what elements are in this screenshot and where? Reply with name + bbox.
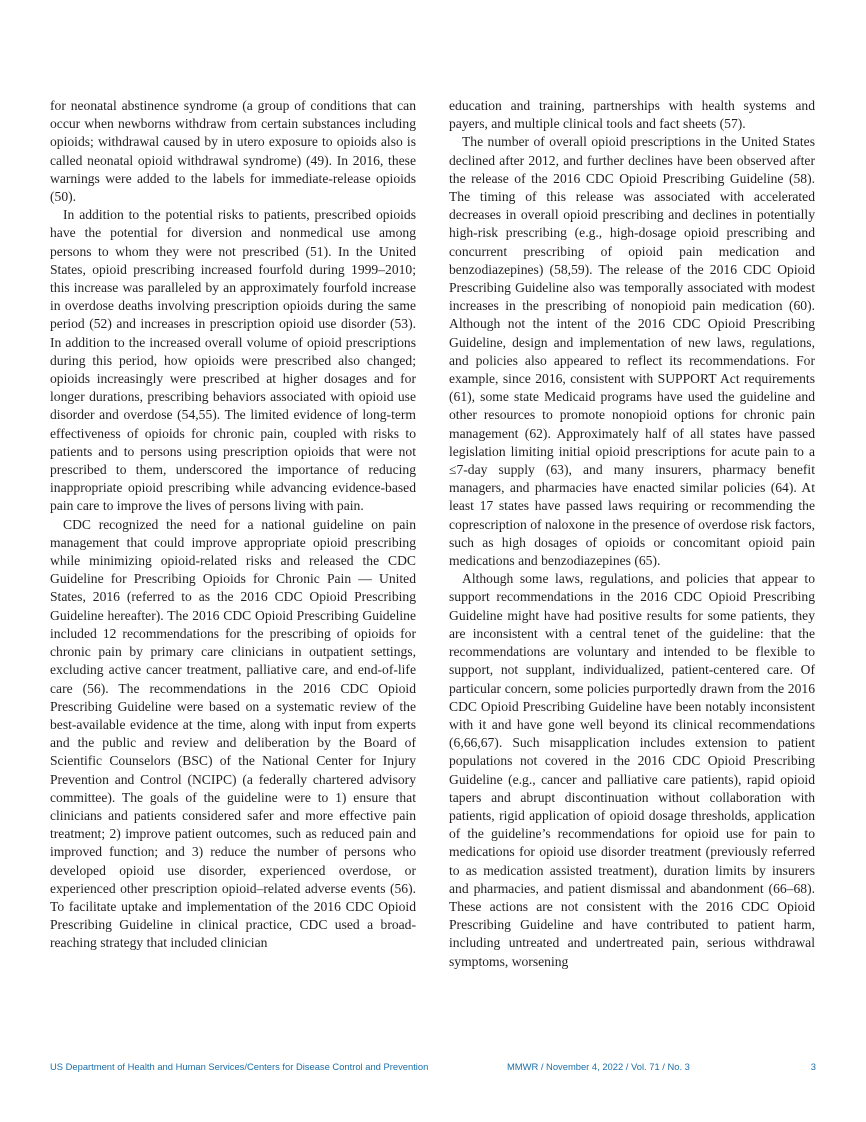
page-footer [50,1061,816,1075]
footer-citation: MMWR / November 4, 2022 / Vol. 71 / No. 3 [507,1061,690,1072]
body-paragraph: Although some laws, regulations, and policies that appear to support recommendations in the 2016 CDC Opioid Prescribing Guideline might have had positive results for some patients, they are inconsistent with a central tenet of the guideline: that the recommendations are voluntary and intended to be flexible to support, not supplant, individualized, patient-centered care. Of particular concern, some policies purportedly drawn from the 2016 CDC Opioid Prescribing Guideline have been notably inconsistent with it and have gone well beyond its clinical recommendations (6,66,67). Such misapplication includes extension to patient populations not covered in the 2016 CDC Opioid Prescribing Guideline (e.g., cancer and palliative care patients), rapid opioid tapers and abrupt discontinuation without collaboration with patients, rigid application of opioid dosage thresholds, application of the guideline’s recommendations for opioid use for pain to medications for opioid use disorder treatment (previously referred to as medication assisted treatment), duration limits by insurers and pharmacies, and patient dismissal and abandonment (66–68). These actions are not consistent with the 2016 CDC Opioid Prescribing Guideline and have contributed to patient harm, including untreated and undertreated pain, serious withdrawal symptoms, worsening [449,571,815,969]
body-paragraph: The number of overall opioid prescriptions in the United States declined after 2012, and further declines have been observed after the release of the 2016 CDC Opioid Prescribing Guideline (58). The timing of this release was associated with accelerated decreases in overall opioid prescribing and declines in potentially high-risk prescribing (e.g., high-dosage opioid prescribing and concurrent prescribing of opioid pain medication and benzodiazepines) (58,59). The release of the 2016 CDC Opioid Prescribing Guideline also was temporally associated with modest increases in the prescribing of nonopioid pain medication (60). Although not the intent of the 2016 CDC Opioid Prescribing Guideline, design and implementation of new laws, regulations, and policies also appeared to reflect its recommendations. For example, since 2016, consistent with SUPPORT Act requirements (61), some state Medicaid programs have used the guideline and other resources to promote nonopioid options for chronic pain management (62). Approximately half of all states have passed legislation limiting initial opioid prescriptions for acute pain to a ≤7-day supply (63), and many insurers, pharmacy benefit managers, and pharmacies have enacted similar policies (64). At least 17 states have passed laws requiring or recommending the coprescription of naloxone in the presence of overdose risk factors, such as high dosages of opioids or concomitant opioid pain medications and benzodiazepines (65). [449,134,815,569]
body-paragraph: education and training, partnerships with health systems and payers, and multiple clinical tools and fact sheets (57). [449,98,815,132]
left-column [50,97,416,953]
footer-agency: US Department of Health and Human Services/Centers for Disease Control and Prevention [50,1061,429,1072]
right-column [449,97,815,971]
body-paragraph: CDC recognized the need for a national guideline on pain management that could improve appropriate opioid prescribing while minimizing opioid-related risks and released the CDC Guideline for Prescribing Opioids for Chronic Pain — United States, 2016 (referred to as the 2016 CDC Opioid Prescribing Guideline hereafter). The 2016 CDC Opioid Prescribing Guideline included 12 recommendations for the prescribing of opioids for chronic pain by primary care clinicians in outpatient settings, excluding active cancer treatment, palliative care, and end-of-life care (56). The recommendations in the 2016 CDC Opioid Prescribing Guideline were based on a systematic review of the best-available evidence at the time, along with input from experts and the public and review and deliberation by the Board of Scientific Counselors (BSC) of the National Center for Injury Prevention and Control (NCIPC) (a federally chartered advisory committee). The goals of the guideline were to 1) ensure that clinicians and patients considered safer and more effective pain treatment; 2) improve patient outcomes, such as reduced pain and improved function; and 3) reduce the number of persons who developed opioid use disorder, experienced overdose, or experienced other prescription opioid–related adverse events (56). To facilitate uptake and implementation of the 2016 CDC Opioid Prescribing Guideline in clinical practice, CDC used a broad-reaching strategy that included clinician [50,516,416,951]
body-paragraph: for neonatal abstinence syndrome (a group of conditions that can occur when newborns withdraw from certain substances including opioids; withdrawal caused by in utero exposure to opioids also is called neonatal opioid withdrawal syndrome) (49). In 2016, these warnings were added to the labels for immediate-release opioids (50). [50,98,416,205]
page-number: 3 [810,1061,816,1072]
body-paragraph: In addition to the potential risks to patients, prescribed opioids have the potential for diversion and nonmedical use among persons to whom they were not prescribed (51). In the United States, opioid prescribing increased fourfold during 1999–2010; this increase was paralleled by an approximately fourfold increase in overdose deaths involving prescription opioids during the same period (52) and increases in prescription opioid use disorder (53). In addition to the increased overall volume of opioid prescriptions during this period, how opioids were prescribed also changed; opioids increasingly were prescribed at higher dosages and for longer durations, prescribing behaviors associated with opioid use disorder and overdose (54,55). The limited evidence of long-term effectiveness of opioids for chronic pain, coupled with risks to patients and to persons using prescription opioids that were not prescribed to them, underscored the importance of reducing inappropriate opioid prescribing while advancing evidence-based pain care to improve the lives of persons living with pain. [50,207,416,514]
